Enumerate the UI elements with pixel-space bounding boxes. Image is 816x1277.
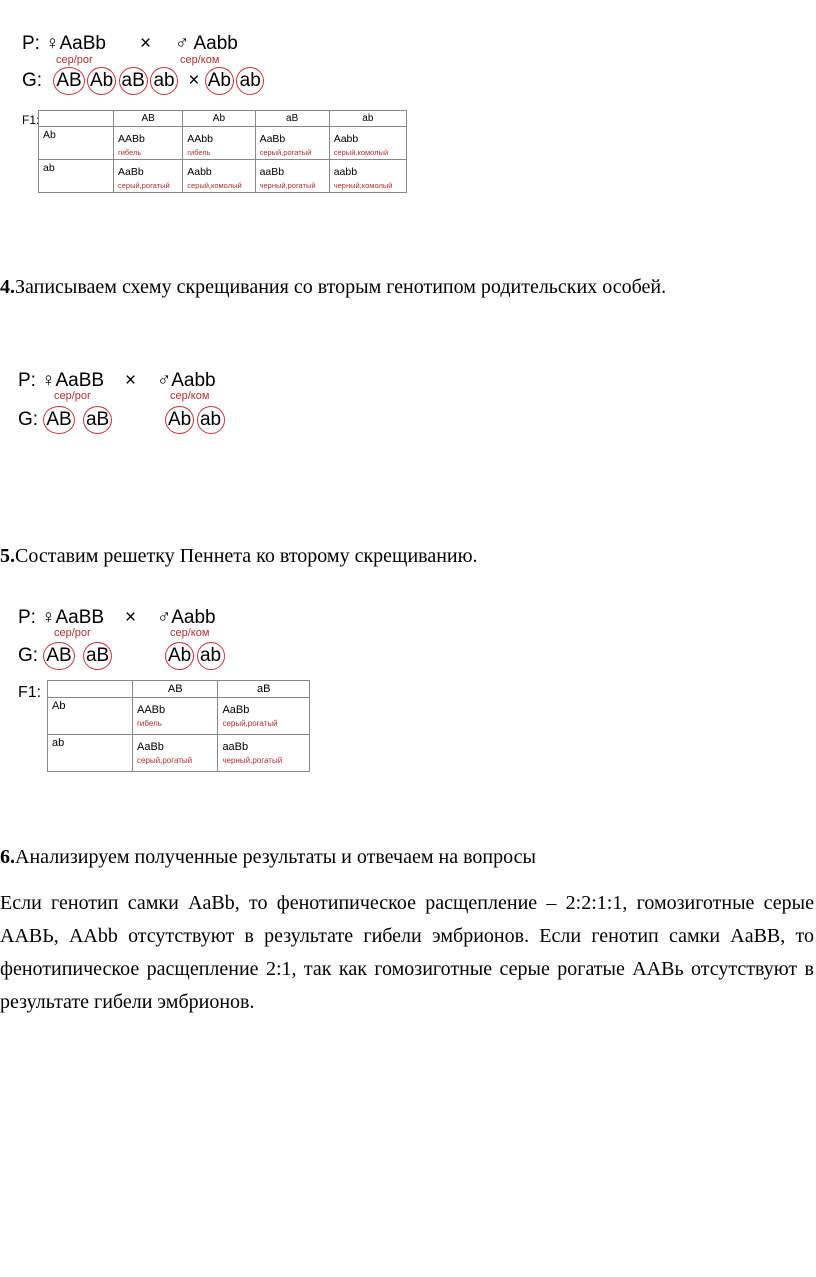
female-phenotype: сер/рог bbox=[54, 627, 92, 639]
column-header: AB bbox=[114, 111, 183, 127]
male-gametes bbox=[165, 642, 222, 670]
f1-label: F1: bbox=[18, 684, 42, 701]
gamete: Ab bbox=[205, 67, 234, 95]
g-label: G: bbox=[18, 409, 39, 430]
g-label: G: bbox=[18, 645, 39, 666]
row-header: Ab bbox=[48, 698, 133, 735]
cell-phenotype: черный,комолый bbox=[333, 181, 393, 190]
gamete: AB bbox=[43, 642, 74, 670]
cell-phenotype: гибель bbox=[137, 719, 162, 728]
female-genotype: ♀AaBB bbox=[41, 607, 105, 628]
table-cell bbox=[133, 698, 218, 735]
g-label: G: bbox=[22, 70, 43, 91]
male-gametes bbox=[165, 406, 222, 434]
table-cell bbox=[218, 735, 310, 772]
gamete: ab bbox=[236, 67, 264, 95]
gametes-line bbox=[22, 67, 261, 95]
female-genotype: ♀AaBb bbox=[45, 33, 106, 54]
parents-line bbox=[22, 33, 106, 55]
row-header: ab bbox=[39, 160, 114, 193]
table-cell bbox=[114, 127, 183, 160]
gametes-line bbox=[18, 406, 109, 434]
step-5-paragraph bbox=[0, 540, 760, 573]
male-phenotype: сер/ком bbox=[170, 627, 210, 639]
cell-genotype: AaBb bbox=[259, 133, 286, 145]
table-cell bbox=[183, 127, 255, 160]
gamete: ab bbox=[150, 67, 178, 95]
male-phenotype: сер/ком bbox=[170, 390, 210, 402]
table-cell bbox=[329, 127, 406, 160]
gamete: Ab bbox=[87, 67, 116, 95]
step-4-paragraph bbox=[0, 271, 760, 304]
parents-line bbox=[18, 370, 104, 392]
cell-phenotype: серый,рогатый bbox=[137, 756, 193, 765]
p-label: P: bbox=[18, 607, 36, 628]
cell-phenotype: серый,рогатый bbox=[259, 148, 312, 157]
female-genotype: ♀AaBB bbox=[41, 370, 105, 391]
column-header: Ab bbox=[183, 111, 255, 127]
conclusion-paragraph: Если генотип самки AaBb, то фенотипическое расщепление – 2:2:1:1, гомозиготные серые AAВЬ, AAbb отсутствуют в результате гибели эмбрионов. Если генотип самки AaBB, то фенотипическое расщепление 2:1, так как гомозиготные серые рогатые AAВь отсутствуют в результате гибели эмбрионов. bbox=[0, 892, 814, 1013]
gamete: aB bbox=[83, 406, 112, 434]
gamete: Ab bbox=[165, 406, 194, 434]
male-genotype: ♂Aabb bbox=[157, 607, 216, 628]
punnett-table-2 bbox=[47, 680, 310, 772]
cell-genotype: AABb bbox=[118, 133, 145, 145]
gamete: ab bbox=[197, 406, 225, 434]
cell-phenotype: черный,рогатый bbox=[259, 181, 316, 190]
step-text: Записываем схему скрещивания со вторым генотипом родительских особей. bbox=[15, 276, 667, 298]
parents-line bbox=[18, 607, 104, 629]
cell-genotype: aabb bbox=[333, 166, 358, 178]
step-text: Составим решетку Пеннета ко второму скрещиванию. bbox=[15, 545, 478, 567]
step-number: 6. bbox=[0, 846, 15, 868]
gamete: ab bbox=[197, 642, 225, 670]
cell-phenotype: серый,рогатый bbox=[222, 719, 278, 728]
step-6-paragraph bbox=[0, 841, 760, 874]
table-cell bbox=[133, 735, 218, 772]
cell-genotype: Aabb bbox=[187, 166, 212, 178]
column-header: ab bbox=[329, 111, 406, 127]
female-phenotype: сер/рог bbox=[56, 54, 94, 66]
p-label: P: bbox=[18, 370, 36, 391]
gametes-line bbox=[18, 642, 109, 670]
column-header: AB bbox=[133, 681, 218, 698]
row-header: ab bbox=[48, 735, 133, 772]
empty-cell bbox=[39, 111, 114, 127]
cell-genotype: AABb bbox=[137, 704, 166, 716]
cell-phenotype: гибель bbox=[187, 148, 211, 157]
cross-sign: × bbox=[125, 370, 137, 391]
cell-genotype: aaBb bbox=[259, 166, 285, 178]
male-genotype: ♂ Aabb bbox=[175, 33, 238, 54]
table-cell bbox=[114, 160, 183, 193]
cell-genotype: Aabb bbox=[333, 133, 359, 145]
step-number: 4. bbox=[0, 276, 15, 298]
table-cell bbox=[255, 160, 329, 193]
cell-genotype: AaBb bbox=[137, 741, 164, 753]
row-header: Ab bbox=[39, 127, 114, 160]
cell-phenotype: черный,рогатый bbox=[222, 756, 283, 765]
cell-genotype: aaBb bbox=[222, 741, 249, 753]
column-header: aB bbox=[255, 111, 329, 127]
gamete: aB bbox=[119, 67, 148, 95]
step-text: Анализируем полученные результаты и отвечаем на вопросы bbox=[15, 846, 536, 868]
cross-sign: × bbox=[188, 70, 200, 91]
cross-sign: × bbox=[140, 33, 152, 54]
cell-phenotype: гибель bbox=[118, 148, 142, 157]
f1-label: F1: bbox=[22, 113, 40, 127]
table-cell bbox=[218, 698, 310, 735]
cell-phenotype: серый,рогатый bbox=[118, 181, 170, 190]
punnett-table-1 bbox=[38, 110, 407, 193]
cell-phenotype: серый,комолый bbox=[187, 181, 242, 190]
female-phenotype: сер/рог bbox=[54, 390, 92, 402]
gamete: AB bbox=[53, 67, 84, 95]
empty-cell bbox=[48, 681, 133, 698]
cell-genotype: AaBb bbox=[118, 166, 144, 178]
cross-sign: × bbox=[125, 607, 137, 628]
gamete: Ab bbox=[165, 642, 194, 670]
step-number: 5. bbox=[0, 545, 15, 567]
table-cell bbox=[255, 127, 329, 160]
male-phenotype: сер/ком bbox=[180, 54, 220, 66]
gamete: AB bbox=[43, 406, 74, 434]
table-cell bbox=[183, 160, 255, 193]
cell-genotype: AAbb bbox=[187, 133, 213, 145]
cell-phenotype: серый,комолый bbox=[333, 148, 389, 157]
cell-genotype: AaBb bbox=[222, 704, 250, 716]
table-cell bbox=[329, 160, 406, 193]
p-label: P: bbox=[22, 33, 40, 54]
gamete: aB bbox=[83, 642, 112, 670]
column-header: aB bbox=[218, 681, 310, 698]
male-genotype: ♂Aabb bbox=[157, 370, 216, 391]
